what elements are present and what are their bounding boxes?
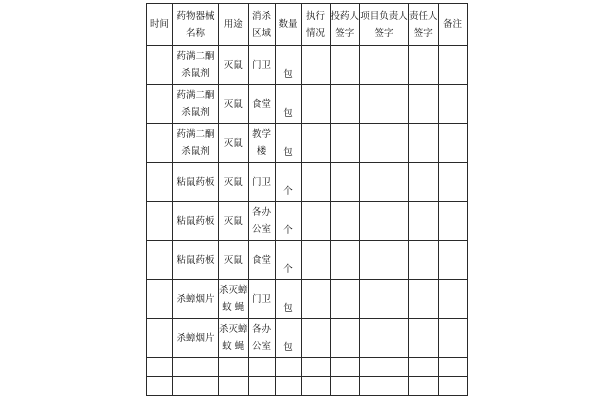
cell-responsible[interactable] <box>409 280 439 319</box>
quantity-unit: 包 <box>283 69 293 80</box>
header-use <box>219 4 249 46</box>
cell-time[interactable] <box>147 241 173 280</box>
quantity-unit: 个 <box>283 225 293 236</box>
blank-cell-manager[interactable] <box>360 377 409 396</box>
cell-responsible[interactable] <box>409 241 439 280</box>
blank-cell-area[interactable] <box>248 377 275 396</box>
blank-row <box>147 377 468 396</box>
cell-note[interactable] <box>438 280 467 319</box>
table-row <box>147 280 468 319</box>
cell-qty[interactable] <box>275 280 301 319</box>
quantity-unit: 包 <box>283 147 293 158</box>
cell-area-line: 门卫 <box>252 176 272 188</box>
cell-note[interactable] <box>438 241 467 280</box>
cell-area-line: 门卫 <box>252 59 272 71</box>
header-manager-line: 签字 <box>374 27 394 39</box>
blank-cell-use[interactable] <box>219 358 249 377</box>
cell-applier[interactable] <box>330 202 360 241</box>
header-note <box>438 4 467 46</box>
cell-use <box>219 46 249 85</box>
cell-use-line: 杀灭蟑 <box>219 285 248 296</box>
cell-note[interactable] <box>438 85 467 124</box>
blank-cell-area[interactable] <box>248 358 275 377</box>
header-time-line: 时间 <box>149 19 169 30</box>
cell-applier[interactable] <box>330 163 360 202</box>
cell-applier[interactable] <box>330 46 360 85</box>
cell-area <box>248 202 275 241</box>
header-qty-line: 数量 <box>278 19 298 30</box>
cell-status[interactable] <box>301 85 330 124</box>
cell-use-line: 灭鼠 <box>223 98 243 110</box>
cell-manager[interactable] <box>360 280 409 319</box>
cell-qty[interactable] <box>275 202 301 241</box>
cell-name-line: 杀蟑烟片 <box>176 332 215 344</box>
table-row <box>147 163 468 202</box>
cell-use <box>219 124 249 163</box>
cell-use <box>219 319 249 358</box>
cell-manager[interactable] <box>360 124 409 163</box>
cell-use-line: 灭鼠 <box>223 254 243 266</box>
cell-manager[interactable] <box>360 319 409 358</box>
quantity-unit: 包 <box>283 303 293 314</box>
cell-name-line: 药满二酮 <box>176 90 215 101</box>
cell-status[interactable] <box>301 241 330 280</box>
cell-name-line: 杀鼠剂 <box>181 146 210 157</box>
cell-area-line: 食堂 <box>252 254 272 266</box>
cell-time[interactable] <box>147 124 173 163</box>
blank-cell-use[interactable] <box>219 377 249 396</box>
header-area-line: 区域 <box>252 27 272 39</box>
table-row <box>147 85 468 124</box>
cell-use-line: 灭鼠 <box>223 137 243 149</box>
cell-responsible[interactable] <box>409 46 439 85</box>
cell-use-line: 灭鼠 <box>223 176 243 188</box>
blank-cell-time[interactable] <box>147 358 173 377</box>
cell-use <box>219 85 249 124</box>
quantity-unit: 包 <box>283 108 293 119</box>
cell-use-line: 灭鼠 <box>223 59 243 71</box>
blank-cell-note[interactable] <box>438 377 467 396</box>
cell-manager[interactable] <box>360 85 409 124</box>
cell-name-line: 杀鼠剂 <box>181 107 210 118</box>
blank-cell-name[interactable] <box>173 377 219 396</box>
cell-responsible[interactable] <box>409 124 439 163</box>
cell-name <box>173 163 219 202</box>
cell-name-line: 粘鼠药板 <box>176 254 215 266</box>
cell-area-line: 教学 <box>252 129 272 140</box>
cell-qty[interactable] <box>275 163 301 202</box>
cell-manager[interactable] <box>360 202 409 241</box>
cell-applier[interactable] <box>330 280 360 319</box>
cell-area <box>248 280 275 319</box>
header-use-line: 用途 <box>223 19 243 30</box>
cell-use-line: 蚊 蝇 <box>222 302 245 313</box>
table-row <box>147 241 468 280</box>
cell-area-line: 各办 <box>252 324 272 335</box>
cell-use <box>219 163 249 202</box>
cell-qty[interactable] <box>275 85 301 124</box>
header-note-line: 备注 <box>443 19 463 30</box>
quantity-unit: 包 <box>283 342 293 353</box>
cell-status[interactable] <box>301 163 330 202</box>
cell-name-line: 杀鼠剂 <box>181 68 210 79</box>
header-name <box>173 4 219 46</box>
blank-cell-time[interactable] <box>147 377 173 396</box>
cell-name <box>173 280 219 319</box>
cell-area <box>248 85 275 124</box>
cell-manager[interactable] <box>360 46 409 85</box>
cell-name-line: 粘鼠药板 <box>176 176 215 188</box>
table-row <box>147 202 468 241</box>
cell-note[interactable] <box>438 124 467 163</box>
cell-responsible[interactable] <box>409 163 439 202</box>
blank-cell-qty[interactable] <box>275 377 301 396</box>
cell-manager[interactable] <box>360 241 409 280</box>
cell-area <box>248 124 275 163</box>
table-row <box>147 124 468 163</box>
header-responsible <box>409 4 439 46</box>
cell-area <box>248 241 275 280</box>
cell-name <box>173 319 219 358</box>
cell-time[interactable] <box>147 46 173 85</box>
cell-area <box>248 163 275 202</box>
cell-name <box>173 46 219 85</box>
cell-qty[interactable] <box>275 241 301 280</box>
header-name-line: 药物器械 <box>176 10 215 22</box>
table-row <box>147 319 468 358</box>
cell-note[interactable] <box>438 46 467 85</box>
cell-time[interactable] <box>147 280 173 319</box>
cell-name-line: 药满二酮 <box>176 51 215 62</box>
cell-applier[interactable] <box>330 85 360 124</box>
cell-responsible[interactable] <box>409 85 439 124</box>
blank-cell-status[interactable] <box>301 377 330 396</box>
header-applier-line: 签字 <box>335 27 355 39</box>
cell-name-line: 杀蟑烟片 <box>176 293 215 305</box>
cell-time[interactable] <box>147 85 173 124</box>
cell-manager[interactable] <box>360 163 409 202</box>
header-qty <box>275 4 301 46</box>
cell-time[interactable] <box>147 202 173 241</box>
cell-responsible[interactable] <box>409 202 439 241</box>
cell-area <box>248 319 275 358</box>
cell-status[interactable] <box>301 46 330 85</box>
blank-cell-applier[interactable] <box>330 358 360 377</box>
header-responsible-line: 签字 <box>413 27 433 39</box>
header-applier <box>330 4 360 46</box>
cell-name <box>173 202 219 241</box>
cell-use <box>219 202 249 241</box>
cell-name <box>173 124 219 163</box>
cell-area-line: 各办 <box>252 207 272 218</box>
header-manager <box>360 4 409 46</box>
quantity-unit: 个 <box>283 186 293 197</box>
cell-note[interactable] <box>438 319 467 358</box>
blank-cell-manager[interactable] <box>360 358 409 377</box>
cell-note[interactable] <box>438 202 467 241</box>
blank-cell-responsible[interactable] <box>409 377 439 396</box>
header-status-line: 执行 <box>306 10 326 22</box>
cell-status[interactable] <box>301 280 330 319</box>
cell-use-line: 蚊 蝇 <box>222 341 245 352</box>
cell-qty[interactable] <box>275 46 301 85</box>
cell-applier[interactable] <box>330 319 360 358</box>
cell-area-line: 公室 <box>252 341 272 352</box>
cell-area-line: 楼 <box>256 146 267 157</box>
cell-name-line: 粘鼠药板 <box>176 215 215 227</box>
cell-use <box>219 280 249 319</box>
cell-applier[interactable] <box>330 241 360 280</box>
header-name-line: 名称 <box>185 27 205 39</box>
blank-cell-status[interactable] <box>301 358 330 377</box>
blank-cell-note[interactable] <box>438 358 467 377</box>
cell-status[interactable] <box>301 319 330 358</box>
cell-use <box>219 241 249 280</box>
cell-name <box>173 241 219 280</box>
header-status <box>301 4 330 46</box>
pest-control-record-table <box>146 3 468 396</box>
quantity-unit: 个 <box>283 264 293 275</box>
cell-responsible[interactable] <box>409 319 439 358</box>
cell-status[interactable] <box>301 124 330 163</box>
cell-area-line: 公室 <box>252 224 272 235</box>
cell-note[interactable] <box>438 163 467 202</box>
blank-cell-responsible[interactable] <box>409 358 439 377</box>
cell-name <box>173 85 219 124</box>
blank-cell-applier[interactable] <box>330 377 360 396</box>
cell-use-line: 灭鼠 <box>223 215 243 227</box>
header-row <box>147 4 468 46</box>
header-applier-line: 投药人 <box>330 10 360 22</box>
header-manager-line: 项目负责人 <box>360 10 408 22</box>
cell-time[interactable] <box>147 163 173 202</box>
cell-use-line: 杀灭蟑 <box>219 324 248 335</box>
header-area <box>248 4 275 46</box>
cell-name-line: 药满二酮 <box>176 129 215 140</box>
cell-applier[interactable] <box>330 124 360 163</box>
cell-area-line: 食堂 <box>252 98 272 110</box>
table-row <box>147 46 468 85</box>
header-time <box>147 4 173 46</box>
cell-area <box>248 46 275 85</box>
header-status-line: 情况 <box>306 27 326 39</box>
cell-time[interactable] <box>147 319 173 358</box>
header-responsible-line: 责任人 <box>409 10 438 22</box>
cell-area-line: 门卫 <box>252 293 272 305</box>
cell-status[interactable] <box>301 202 330 241</box>
blank-cell-name[interactable] <box>173 358 219 377</box>
cell-qty[interactable] <box>275 319 301 358</box>
blank-cell-qty[interactable] <box>275 358 301 377</box>
header-area-line: 消杀 <box>252 10 272 22</box>
cell-qty[interactable] <box>275 124 301 163</box>
blank-row <box>147 358 468 377</box>
